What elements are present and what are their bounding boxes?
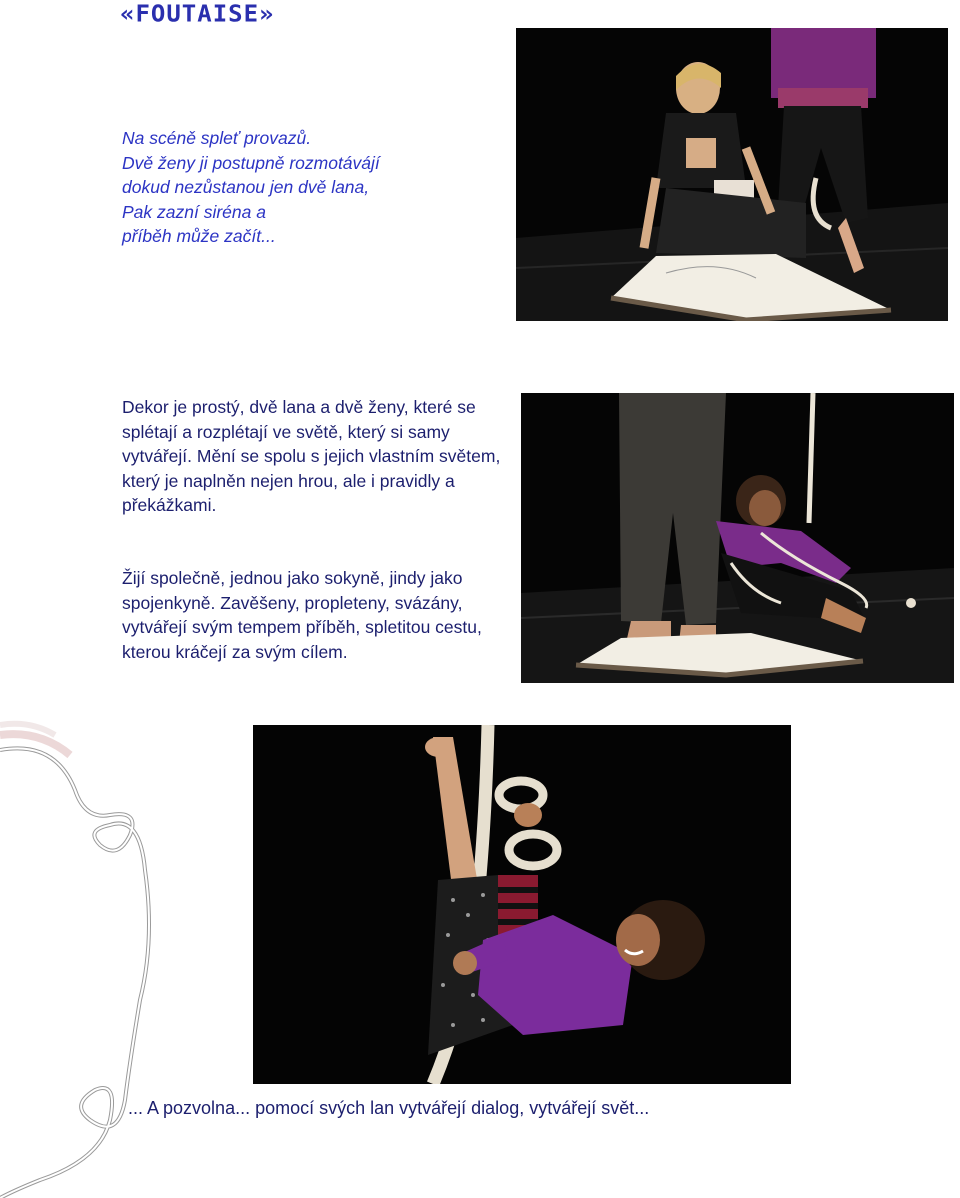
photo-woman-tied [521, 393, 954, 683]
photo-woman-kneeling [516, 28, 948, 321]
page-title: «FOUTAISE» [120, 0, 275, 28]
rope-line-decoration-icon [0, 700, 250, 1198]
poem-line: příběh může začít... [122, 226, 276, 246]
poem-line: Dvě ženy ji postupně rozmotávájí [122, 152, 380, 173]
poem-line: Na scéně spleť provazů. [122, 128, 312, 148]
bottom-caption: ... A pozvolna... pomocí svých lan vytvářejí dialog, vytvářejí svět... [128, 1098, 650, 1118]
poem-line: dokud nezůstanou jen dvě lana, [122, 177, 370, 197]
paragraph-dekor: Dekor je prostý, dvě lana a dvě ženy, které se splétají a rozplétají ve světě, který si samy vytvářejí. Mění se spolu s jejich vlastním světem, který je naplněn nejen hrou, ale i pravidly a překážkami. [122, 397, 501, 515]
stage-photo-icon [516, 28, 948, 321]
intro-poem [122, 126, 482, 249]
paragraph-ziji: Žijí společně, jednou jako sokyně, jindy jako spojenkyně. Zavěšeny, propleteny, svázány, vytvářejí svým tempem příběh, spletitou cestu, kterou kráčejí za svým cílem. [122, 568, 482, 662]
stage-photo-icon [521, 393, 954, 683]
poem-line: Pak zazní siréna a [122, 201, 266, 222]
photo-woman-climbing [253, 725, 791, 1084]
stage-photo-icon [253, 725, 791, 1084]
